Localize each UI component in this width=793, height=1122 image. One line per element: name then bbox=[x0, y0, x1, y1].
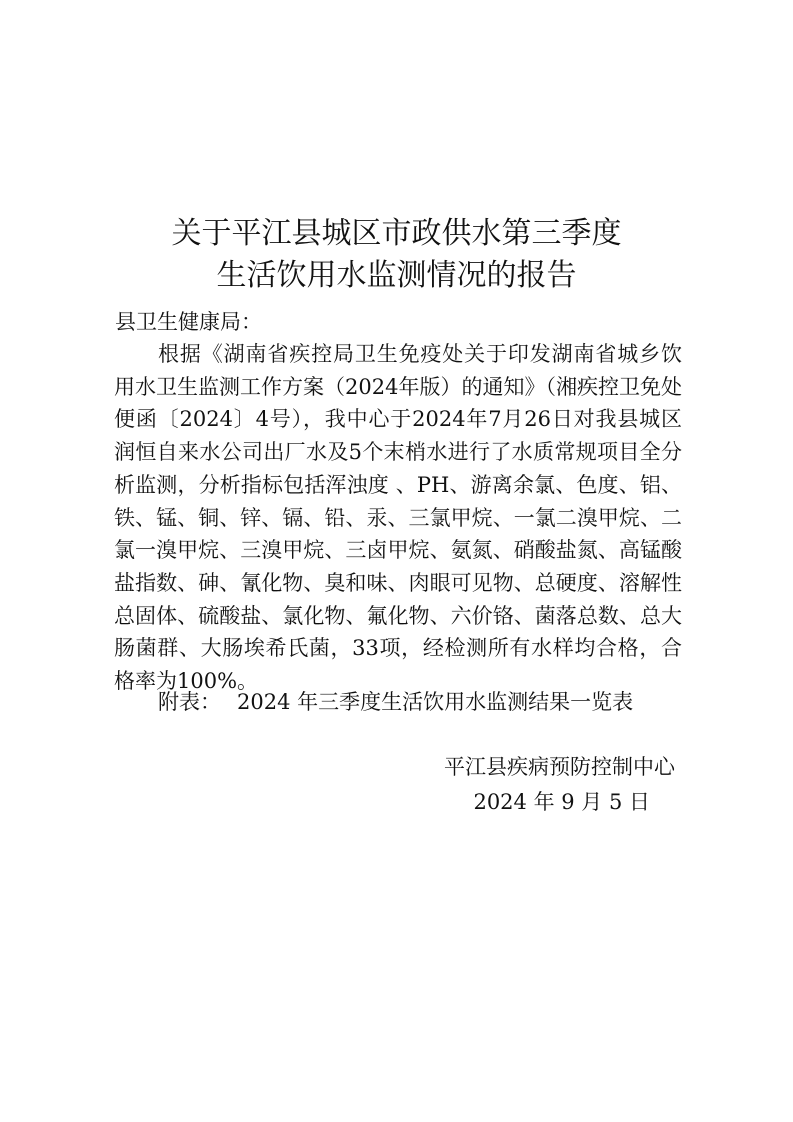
document-title bbox=[0, 213, 793, 297]
attachment-title: 2024 年三季度生活饮用水监测结果一览表 bbox=[237, 690, 634, 714]
salutation: 县卫生健康局： bbox=[115, 310, 262, 334]
issuing-organization: 平江县疾病预防控制中心 bbox=[444, 755, 675, 779]
attachment-line bbox=[158, 687, 633, 717]
body-paragraph: 根据《湖南省疾控局卫生免疫处关于印发湖南省城乡饮用水卫生监测工作方案（2024年版）的通知》（湘疾控卫免处便函〔2024〕4号），我中心于2024年7月26日对我县城区润恒自来水公司出厂水及5个末梢水进行了水质常规项目全分析监测，分析指标包括浑浊度 、PH、游离余氯、色度、铝、铁、锰、铜、锌、镉、铅、汞、三氯甲烷、一氯二溴甲烷、二氯一溴甲烷、三溴甲烷、三卤甲烷、氨氮、硝酸盐氮、高锰酸盐指数、砷、氰化物、臭和味、肉眼可见物、总硬度、溶解性总固体、硫酸盐、氯化物、氟化物、六价铬、菌落总数、总大肠菌群、大肠埃希氏菌，33项，经检测所有水样均合格，合格率为100%。 bbox=[114, 342, 682, 694]
issue-date: 2024 年 9 月 5 日 bbox=[473, 790, 650, 814]
title-line-2: 生活饮用水监测情况的报告 bbox=[216, 258, 577, 294]
title-line-1: 关于平江县城区市政供水第三季度 bbox=[171, 216, 622, 252]
attachment-label: 附表： bbox=[158, 690, 221, 714]
